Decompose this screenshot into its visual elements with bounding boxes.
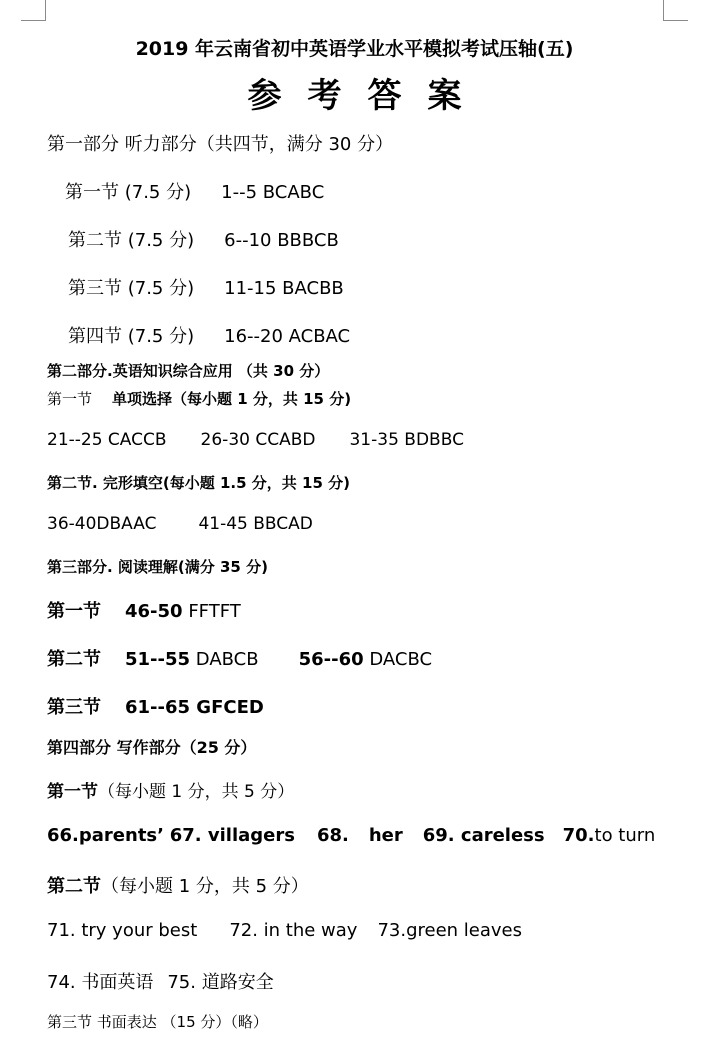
answer-letters: DACBC xyxy=(369,649,433,670)
document-title: 2019 年云南省初中英语学业水平模拟考试压轴(五) xyxy=(135,38,574,60)
answer-72: 72. in the way xyxy=(229,920,358,941)
part3-title: 第三部分. 阅读理解(满分 35 分) xyxy=(47,558,268,576)
answer-67: 67. villagers xyxy=(169,825,295,846)
part1-title: 第一部分 听力部分（共四节，满分 30 分） xyxy=(47,134,394,155)
answer-letters: FFTFT xyxy=(188,601,241,622)
answer-group: 21--25 CACCB xyxy=(47,430,167,450)
part4-title: 第四部分 写作部分（25 分） xyxy=(47,738,257,757)
part4-section1-answers xyxy=(47,825,655,846)
part1-section4 xyxy=(68,322,350,348)
section-label: 第二节 xyxy=(47,649,101,670)
section-label: 第三节 xyxy=(47,697,101,718)
answer-69: 69. careless xyxy=(422,825,545,846)
answer-66: 66.parents’ xyxy=(47,825,164,846)
part4-section2-answers xyxy=(47,920,522,941)
part3-section2 xyxy=(47,645,432,671)
answer-70: to turn xyxy=(594,825,656,846)
section-note: （每小题 1 分，共 5 分） xyxy=(98,782,295,802)
answer-group: 41-45 BBCAD xyxy=(198,514,313,534)
answer-range: 46-50 xyxy=(125,601,183,622)
section-label: 第二节 xyxy=(47,876,101,897)
part1-section2 xyxy=(68,226,339,252)
part4-section2-heading xyxy=(47,872,309,898)
section-title: 单项选择（每小题 1 分，共 15 分) xyxy=(112,390,352,408)
section-label: 第二节 (7.5 分) xyxy=(68,230,195,251)
part1-section1 xyxy=(65,178,324,204)
section-answers: 11-15 BACBB xyxy=(224,278,344,299)
section-label: 第三节 (7.5 分) xyxy=(68,278,195,299)
part1-section3 xyxy=(68,274,344,300)
section-label: 第一节 xyxy=(47,782,98,802)
answer-range: 56--60 xyxy=(298,649,364,670)
answer-key-heading: 参考答案 xyxy=(247,76,488,116)
part2-section1-answers xyxy=(47,430,464,450)
answer-group: 31-35 BDBBC xyxy=(349,430,464,450)
page-corner-mark-right xyxy=(663,0,688,21)
section-answers: 16--20 ACBAC xyxy=(224,326,351,347)
answer-range: 51--55 xyxy=(125,649,191,670)
answer-group: 61--65 GFCED xyxy=(125,697,264,718)
section-label: 第一节 (7.5 分) xyxy=(65,182,192,203)
answer-74: 74. 书面英语 xyxy=(47,972,154,993)
part2-title: 第二部分.英语知识综合应用 （共 30 分） xyxy=(47,362,330,380)
part4-section2-answers-b xyxy=(47,968,274,994)
part4-section1-heading xyxy=(47,777,294,802)
answer-68: her xyxy=(368,825,403,846)
answer-group: 36-40DBAAC xyxy=(47,514,157,534)
part4-section3: 第三节 书面表达 （15 分）（略） xyxy=(47,1013,268,1031)
section-note: （每小题 1 分，共 5 分） xyxy=(101,876,309,897)
part2-section2-heading: 第二节. 完形填空(每小题 1.5 分，共 15 分) xyxy=(47,474,350,492)
section-label: 第一节 xyxy=(47,601,101,622)
part2-section1-heading xyxy=(47,388,351,409)
answer-71: 71. try your best xyxy=(47,920,198,941)
answer-68-number: 68. xyxy=(316,825,349,846)
part3-section1 xyxy=(47,597,241,623)
answer-70-number: 70. xyxy=(562,825,595,846)
answer-group: 26-30 CCABD xyxy=(200,430,316,450)
page-corner-mark-left xyxy=(21,0,46,21)
section-label: 第一节 xyxy=(47,390,93,408)
section-answers: 6--10 BBBCB xyxy=(224,230,339,251)
part3-section3 xyxy=(47,693,264,719)
answer-75: 75. 道路安全 xyxy=(167,972,274,993)
section-answers: 1--5 BCABC xyxy=(221,182,325,203)
answer-letters: DABCB xyxy=(195,649,259,670)
part2-section2-answers xyxy=(47,514,313,534)
answer-73: 73.green leaves xyxy=(377,920,523,941)
section-label: 第四节 (7.5 分) xyxy=(68,326,195,347)
